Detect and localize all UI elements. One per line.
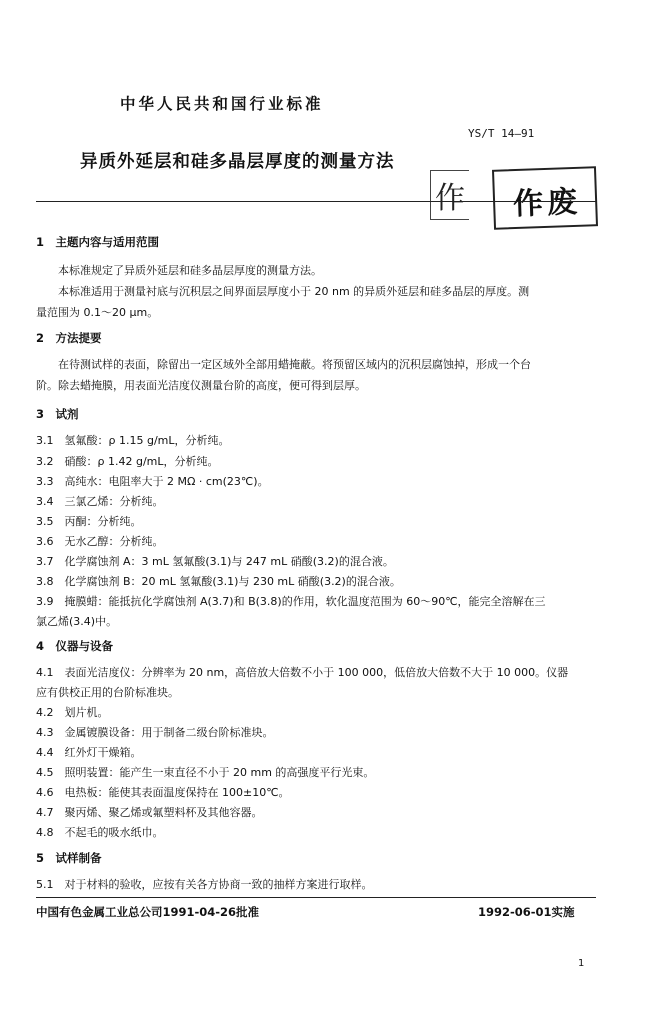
section-2-heading: 2 方法提要 xyxy=(36,331,102,345)
section-3-item: 3.8 化学腐蚀剂 B：20 mL 氢氟酸(3.1)与 230 mL 硝酸(3.2)的混合液。 xyxy=(36,575,401,588)
section-4-heading: 4 仪器与设备 xyxy=(36,639,114,653)
section-2-line: 阶。除去蜡掩膜，用表面光洁度仪测量台阶的高度，便可得到层厚。 xyxy=(36,379,366,392)
page-number: 1 xyxy=(578,958,585,969)
section-4-item: 4.2 划片机。 xyxy=(36,706,109,719)
section-3-item: 3.7 化学腐蚀剂 A：3 mL 氢氟酸(3.1)与 247 mL 硝酸(3.2)的混合液。 xyxy=(36,555,394,568)
effective-date: 1992-06-01实施 xyxy=(478,905,575,919)
section-3-item: 3.3 高纯水：电阻率大于 2 MΩ · cm(23℃)。 xyxy=(36,475,269,488)
void-stamp-text: 作废 xyxy=(512,184,582,223)
section-5-item: 5.1 对于材料的验收，应按有关各方协商一致的抽样方案进行取样。 xyxy=(36,878,373,891)
standard-code: YS/T 14—91 xyxy=(468,127,535,140)
stamp-mark xyxy=(430,170,469,220)
section-4-item: 4.5 照明装置：能产生一束直径不小于 20 mm 的高强度平行光束。 xyxy=(36,766,375,779)
section-5-heading: 5 试样制备 xyxy=(36,851,102,865)
document-title: 异质外延层和硅多晶层厚度的测量方法 xyxy=(80,152,395,172)
section-3-item: 3.9 掩膜蜡：能抵抗化学腐蚀剂 A(3.7)和 B(3.8)的作用，软化温度范围为 60～90℃，能完全溶解在三 xyxy=(36,595,546,608)
section-3-item: 3.1 氢氟酸：ρ 1.15 g/mL，分析纯。 xyxy=(36,434,230,447)
approval-date: 中国有色金属工业总公司1991-04-26批准 xyxy=(36,905,260,919)
header-rule xyxy=(36,201,596,202)
section-3-item: 3.5 丙酮：分析纯。 xyxy=(36,515,142,528)
section-1-line: 本标准规定了异质外延层和硅多晶层厚度的测量方法。 xyxy=(58,264,322,277)
section-4-item: 应有供校正用的台阶标准块。 xyxy=(36,686,179,699)
footer-rule xyxy=(36,897,596,898)
section-3-item: 氯乙烯(3.4)中。 xyxy=(36,615,118,628)
section-2-line: 在待测试样的表面，除留出一定区域外全部用蜡掩蔽。将预留区域内的沉积层腐蚀掉，形成一个台 xyxy=(58,358,531,371)
section-1-heading: 1 主题内容与适用范围 xyxy=(36,235,160,249)
top-title: 中华人民共和国行业标准 xyxy=(120,95,324,113)
section-4-item: 4.8 不起毛的吸水纸巾。 xyxy=(36,826,164,839)
section-3-heading: 3 试剂 xyxy=(36,407,79,421)
section-1-line: 本标准适用于测量衬底与沉积层之间界面层厚度小于 20 nm 的异质外延层和硅多晶层的厚度。测 xyxy=(58,285,530,298)
section-4-item: 4.7 聚丙烯、聚乙烯或氟塑料杯及其他容器。 xyxy=(36,806,263,819)
section-4-item: 4.1 表面光洁度仪：分辨率为 20 nm，高倍放大倍数不小于 100 000，低倍放大倍数不大于 10 000。仪器 xyxy=(36,666,569,679)
section-3-item: 3.4 三氯乙烯：分析纯。 xyxy=(36,495,164,508)
stamp-mark-text: 作 xyxy=(435,181,465,216)
section-4-item: 4.3 金属镀膜设备：用于制备二级台阶标准块。 xyxy=(36,726,274,739)
section-3-item: 3.6 无水乙醇：分析纯。 xyxy=(36,535,164,548)
section-4-item: 4.6 电热板：能使其表面温度保持在 100±10℃。 xyxy=(36,786,290,799)
section-3-item: 3.2 硝酸：ρ 1.42 g/mL，分析纯。 xyxy=(36,455,219,468)
section-1-line: 量范围为 0.1～20 μm。 xyxy=(36,306,159,319)
section-4-item: 4.4 红外灯干燥箱。 xyxy=(36,746,142,759)
void-stamp xyxy=(492,166,598,230)
